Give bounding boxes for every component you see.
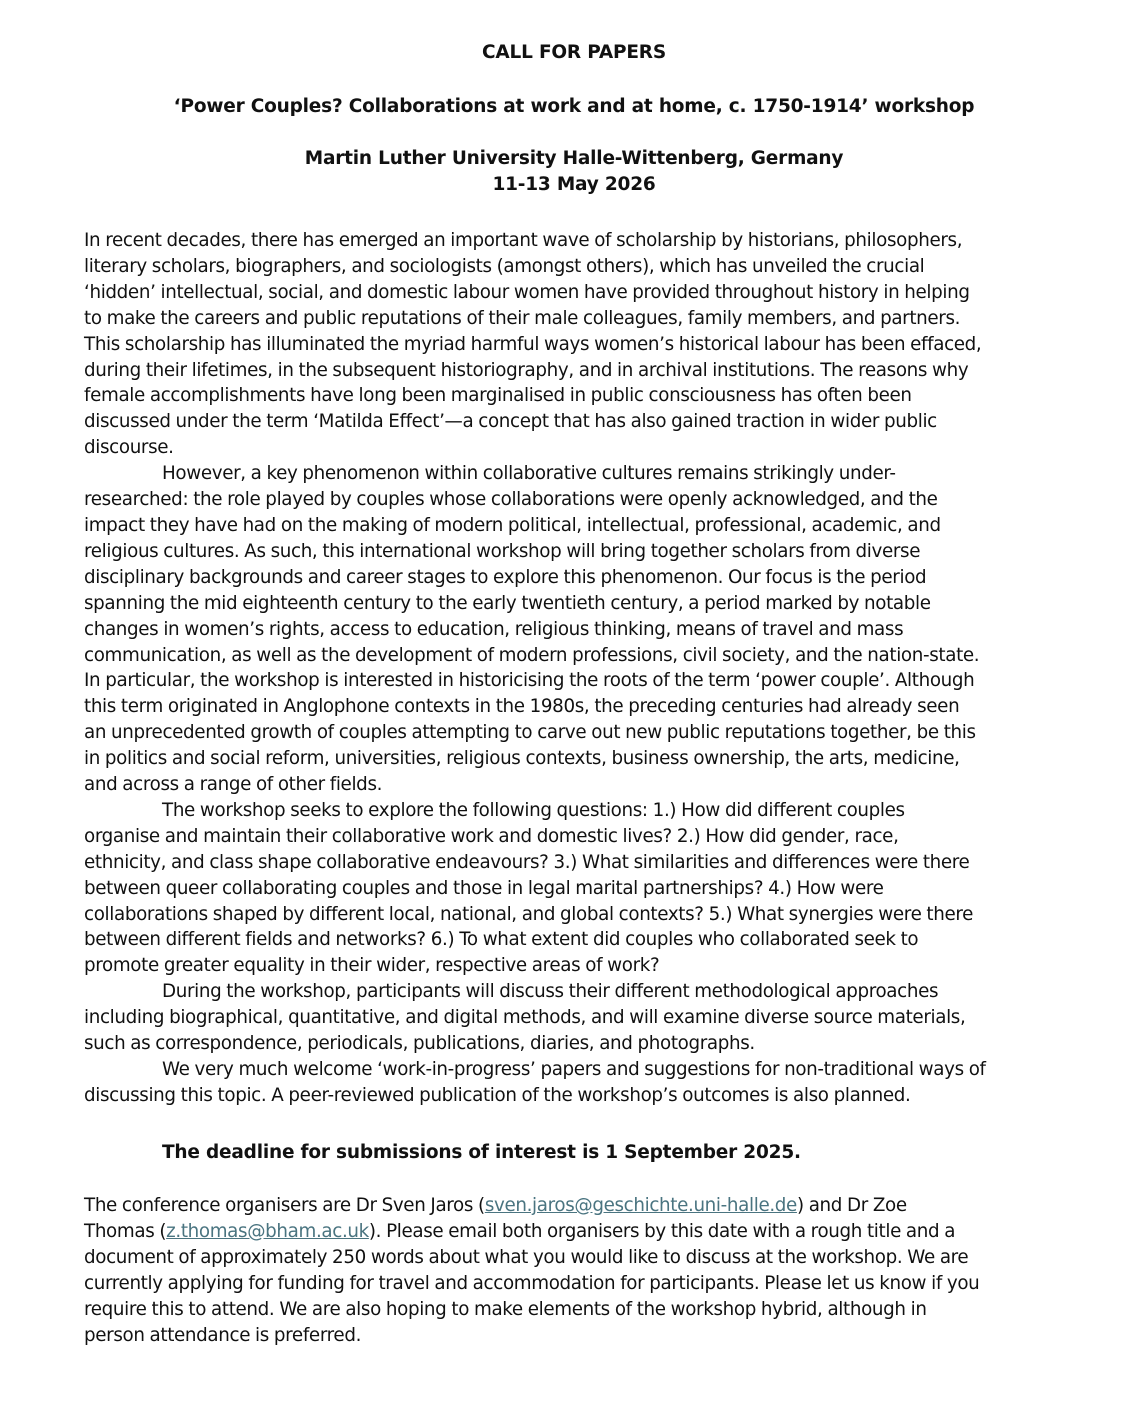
text-line (84, 1193, 1068, 1219)
text-line: communication, as well as the development of modern professions, civil society, and the nation-state. (84, 644, 980, 666)
text-line: in politics and social reform, universities, religious contexts, business ownership, the arts, medicine, (84, 748, 960, 770)
contact-text-segment: ) and Dr Zoe (796, 1195, 907, 1216)
text-line: discussing this topic. A peer-reviewed publication of the workshop’s outcomes is also planned. (84, 1084, 911, 1106)
deadline-notice: The deadline for submissions of interest is 1 September 2025. (162, 1142, 801, 1163)
workshop-title: ‘Power Couples? Collaborations at work and at home, c. 1750-1914’ workshop (173, 96, 975, 117)
contact-text-segment: ). Please email both organisers by this date with a rough title and a (368, 1220, 956, 1242)
venue: Martin Luther University Halle-Wittenberg, Germany (304, 148, 844, 169)
text-line: require this to attend. We are also hoping to make elements of the workshop hybrid, although in (84, 1298, 927, 1320)
text-line: impact they have had on the making of modern political, intellectual, professional, academic, and (84, 514, 941, 536)
paragraph-intro (84, 228, 1068, 461)
contact-text (84, 1193, 1068, 1348)
text-line: discussed under the term ‘Matilda Effect’—a concept that has also gained traction in wider public (84, 411, 937, 433)
text-line: changes in women’s rights, access to education, religious thinking, means of travel and mass (84, 618, 904, 640)
text-line: However, a key phenomenon within collaborative cultures remains strikingly under- (162, 463, 896, 485)
text-line: currently applying for funding for travel and accommodation for participants. Please let us know if you (84, 1272, 980, 1294)
text-line: between queer collaborating couples and those in legal marital partnerships? 4.) How were (84, 877, 884, 899)
text-line: disciplinary backgrounds and career stages to explore this phenomenon. Our focus is the period (84, 566, 927, 588)
contact-text-segment: Thomas ( (84, 1220, 167, 1242)
paragraph-welcome (84, 1057, 1068, 1109)
text-line: an unprecedented growth of couples attempting to carve out new public reputations together, be this (84, 722, 976, 744)
text-line: person attendance is preferred. (84, 1324, 362, 1346)
text-line: and across a range of other fields. (84, 774, 383, 796)
text-line: promote greater equality in their wider, respective areas of work? (84, 955, 660, 977)
text-line: ethnicity, and class shape collaborative endeavours? 3.) What similarities and differences were there (84, 851, 970, 873)
paragraph-questions (84, 798, 1068, 979)
text-line: We very much welcome ‘work-in-progress’ papers and suggestions for non-traditional ways of (162, 1059, 986, 1080)
workshop-dates: 11-13 May 2026 (492, 174, 656, 195)
text-line: The workshop seeks to explore the following questions: 1.) How did different couples (162, 799, 905, 821)
text-line: In recent decades, there has emerged an important wave of scholarship by historians, philosophers, (84, 230, 963, 251)
paragraph-phenomenon (84, 461, 1068, 798)
text-line: between different fields and networks? 6.) To what extent did couples who collaborated seek to (84, 929, 919, 951)
body-text (84, 228, 1068, 1109)
text-line: female accomplishments have long been marginalised in public consciousness has often been (84, 385, 912, 407)
contact-text-segment: The conference organisers are Dr Sven Jaros ( (84, 1195, 485, 1216)
text-line: this term originated in Anglophone contexts in the 1980s, the preceding centuries had already seen (84, 696, 960, 718)
text-line: ‘hidden’ intellectual, social, and domestic labour women have provided throughout history in helping (84, 281, 970, 303)
text-line: literary scholars, biographers, and sociologists (amongst others), which has unveiled the crucial (84, 255, 925, 277)
text-line: during their lifetimes, in the subsequent historiography, and in archival institutions. The reasons why (84, 359, 969, 381)
text-line: This scholarship has illuminated the myriad harmful ways women’s historical labour has been effaced, (84, 333, 982, 355)
text-line: document of approximately 250 words about what you would like to discuss at the workshop. We are (84, 1246, 969, 1268)
paragraph-methods (84, 979, 1068, 1057)
text-line (84, 1219, 1068, 1245)
text-line: religious cultures. As such, this international workshop will bring together scholars from diverse (84, 540, 921, 562)
text-line: to make the careers and public reputations of their male colleagues, family members, and partners. (84, 307, 961, 329)
email-link-sven-jaros[interactable]: sven.jaros@geschichte.uni-halle.de (484, 1195, 797, 1216)
text-line: In particular, the workshop is interested in historicising the roots of the term ‘power couple’. Although (84, 670, 975, 692)
text-line: collaborations shaped by different local, national, and global contexts? 5.) What synergies were there (84, 903, 974, 925)
text-line: discourse. (84, 437, 174, 459)
text-line: including biographical, quantitative, and digital methods, and will examine diverse source materials, (84, 1007, 966, 1029)
text-line: researched: the role played by couples whose collaborations were openly acknowledged, and the (84, 489, 938, 511)
text-line: such as correspondence, periodicals, publications, diaries, and photographs. (84, 1033, 755, 1055)
text-line: organise and maintain their collaborative work and domestic lives? 2.) How did gender, race, (84, 825, 899, 847)
text-line: spanning the mid eighteenth century to the early twentieth century, a period marked by notable (84, 592, 931, 614)
contact-paragraph (84, 1193, 1068, 1348)
text-line: During the workshop, participants will discuss their different methodological approaches (162, 981, 939, 1003)
cfp-title: CALL FOR PAPERS (482, 42, 666, 63)
email-link-zoe-thomas[interactable]: z.thomas@bham.ac.uk (166, 1220, 369, 1242)
